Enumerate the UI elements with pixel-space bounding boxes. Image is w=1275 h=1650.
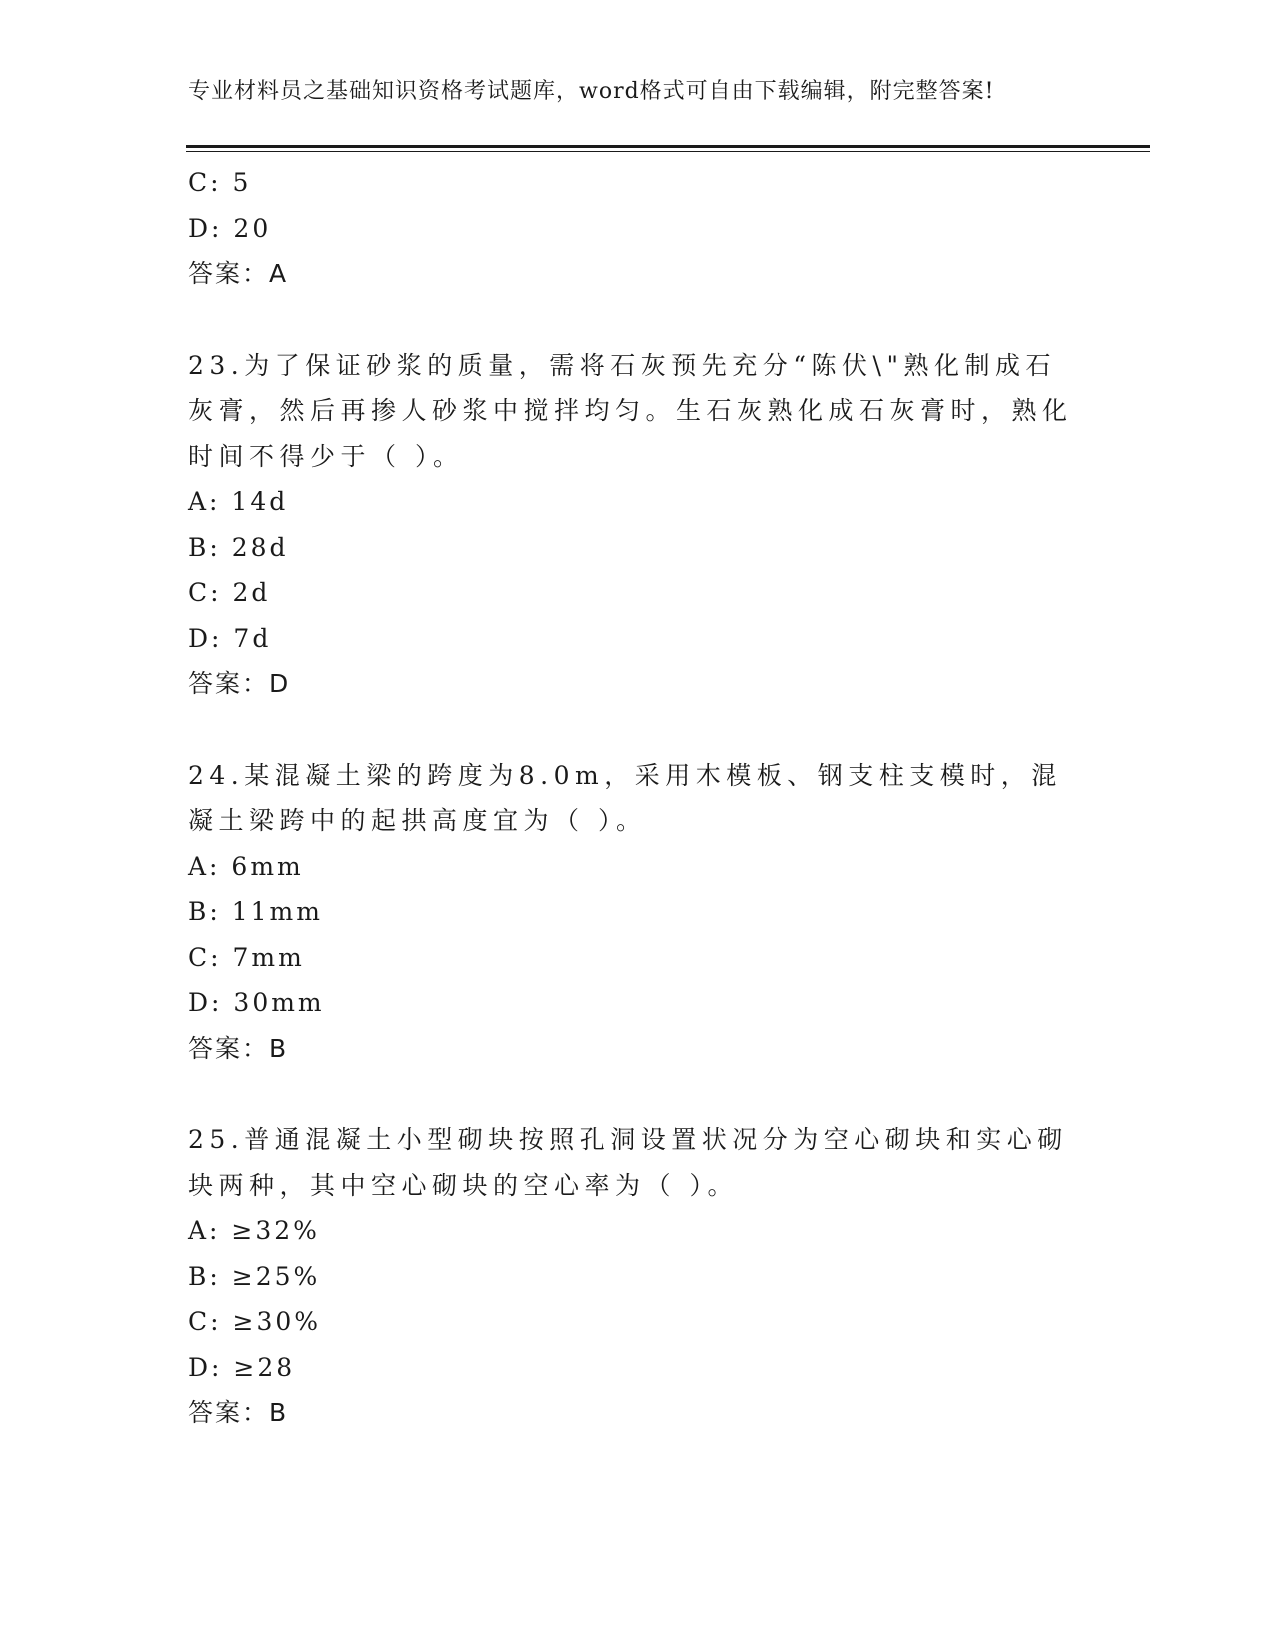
- question-list: [188, 160, 1088, 1436]
- option-d: D: 30mm: [188, 988, 325, 1017]
- answer-line: 答案：B: [188, 1398, 289, 1427]
- question-stem: 23.为了保证砂浆的质量，需将石灰预先充分“陈伏\"熟化制成石灰膏，然后再掺人砂浆中搅拌均匀。生石灰熟化成石灰膏时，熟化时间不得少于（ ）。: [188, 350, 1073, 471]
- option-c: C: 7mm: [188, 942, 305, 972]
- carryover-question: [188, 160, 1088, 297]
- option-b: B: ≥25%: [188, 1261, 321, 1291]
- option-c: C: 5: [188, 168, 252, 197]
- option-b: B: 11mm: [188, 897, 323, 926]
- question-stem: 24.某混凝土梁的跨度为8.0m，采用木模板、钢支柱支模时，混凝土梁跨中的起拱高度宜为（ ）。: [188, 760, 1062, 835]
- answer-line: 答案：A: [188, 259, 289, 288]
- option-c: C: 2d: [188, 578, 271, 607]
- question-24: [188, 753, 1088, 1072]
- page-header: 专业材料员之基础知识资格考试题库，word格式可自由下载编辑，附完整答案!: [188, 79, 995, 104]
- question-25: [188, 1117, 1088, 1436]
- header-divider: [186, 145, 1150, 152]
- answer-line: 答案：D: [188, 669, 291, 698]
- question-23: [188, 343, 1088, 707]
- option-d: D: 20: [188, 213, 272, 243]
- option-d: D: ≥28: [188, 1352, 296, 1382]
- option-a: A: 6mm: [188, 851, 304, 881]
- question-stem: 25.普通混凝土小型砌块按照孔洞设置状况分为空心砌块和实心砌块两种，其中空心砌块的空心率为（ ）。: [188, 1125, 1068, 1200]
- option-b: B: 28d: [188, 532, 289, 562]
- option-a: A: 14d: [188, 487, 289, 516]
- option-d: D: 7d: [188, 623, 272, 653]
- answer-line: 答案：B: [188, 1033, 289, 1063]
- option-c: C: ≥30%: [188, 1307, 322, 1336]
- option-a: A: ≥32%: [188, 1216, 320, 1245]
